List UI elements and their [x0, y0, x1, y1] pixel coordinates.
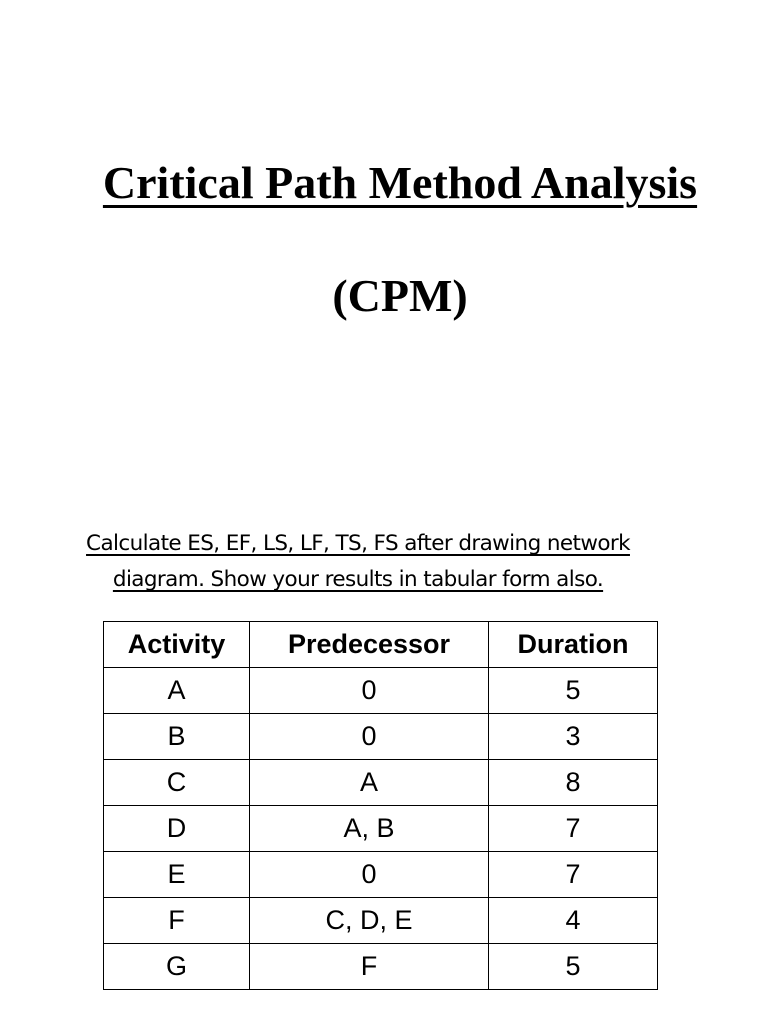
cell-duration: 7	[489, 806, 658, 852]
activity-table	[103, 621, 658, 990]
cell-activity: C	[104, 760, 250, 806]
instructions-line-2: diagram. Show your results in tabular form also.	[112, 567, 604, 592]
cell-duration: 7	[489, 852, 658, 898]
cell-activity: E	[104, 852, 250, 898]
table-row	[104, 714, 658, 760]
header-predecessor: Predecessor	[250, 622, 489, 668]
instructions	[0, 526, 716, 598]
cell-activity: G	[104, 944, 250, 990]
cell-predecessor: 0	[250, 668, 489, 714]
table-row	[104, 898, 658, 944]
cell-duration: 8	[489, 760, 658, 806]
cell-predecessor: C, D, E	[250, 898, 489, 944]
page-title: Critical Path Method Analysis	[102, 157, 698, 208]
cell-predecessor: F	[250, 944, 489, 990]
header-activity: Activity	[104, 622, 250, 668]
header-duration: Duration	[489, 622, 658, 668]
cell-duration: 5	[489, 944, 658, 990]
table-row	[104, 760, 658, 806]
cell-duration: 4	[489, 898, 658, 944]
cell-predecessor: 0	[250, 852, 489, 898]
instructions-line-1: Calculate ES, EF, LS, LF, TS, FS after drawing network	[86, 531, 630, 556]
table-row	[104, 944, 658, 990]
cell-duration: 3	[489, 714, 658, 760]
cell-duration: 5	[489, 668, 658, 714]
cell-activity: F	[104, 898, 250, 944]
page-subtitle: (CPM)	[332, 270, 468, 321]
cell-activity: D	[104, 806, 250, 852]
table-row	[104, 852, 658, 898]
table-row	[104, 806, 658, 852]
cell-predecessor: A, B	[250, 806, 489, 852]
cell-predecessor: 0	[250, 714, 489, 760]
table-header-row	[104, 622, 658, 668]
table-row	[104, 668, 658, 714]
cell-activity: B	[104, 714, 250, 760]
cell-activity: A	[104, 668, 250, 714]
cell-predecessor: A	[250, 760, 489, 806]
